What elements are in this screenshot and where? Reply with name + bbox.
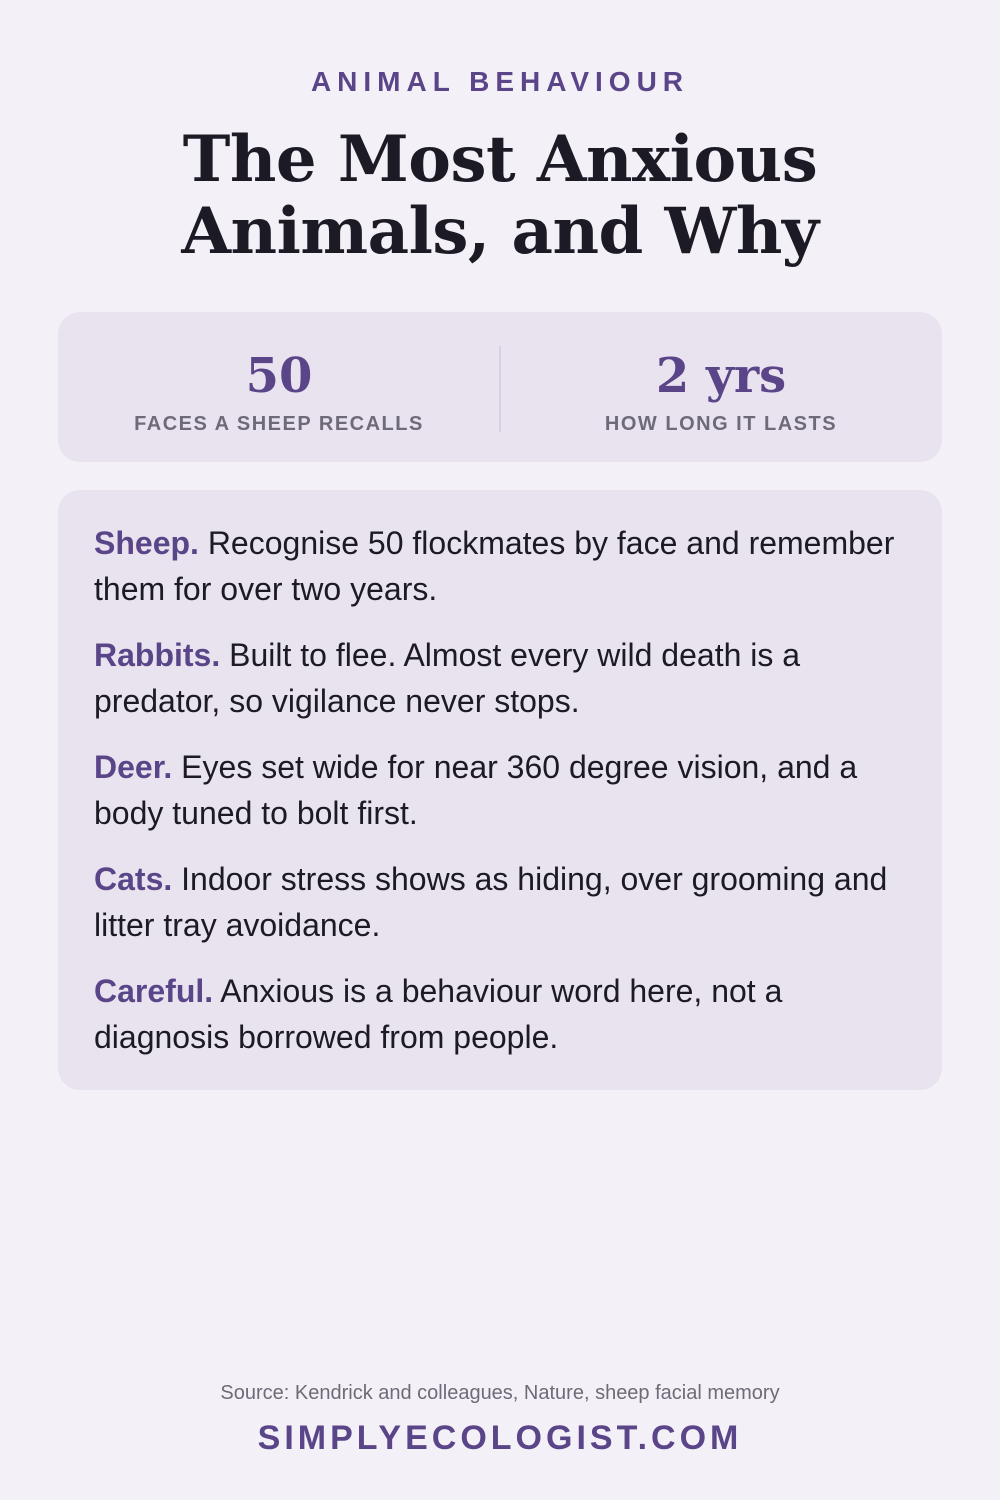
- fact-term: Cats.: [94, 861, 173, 897]
- stat-label: FACES A SHEEP RECALLS: [134, 413, 424, 435]
- source-note: Source: Kendrick and colleagues, Nature, sheep facial memory: [220, 1382, 780, 1404]
- fact-deer: [94, 744, 914, 836]
- site-url: SIMPLYECOLOGIST.COM: [257, 1419, 743, 1457]
- fact-cats: [94, 856, 914, 948]
- fact-text: Indoor stress shows as hiding, over grooming and litter tray avoidance.: [94, 861, 888, 943]
- stat-label: HOW LONG IT LASTS: [604, 413, 838, 435]
- stats-card: [58, 312, 942, 462]
- stat-duration: [500, 312, 942, 462]
- fact-text: Recognise 50 flockmates by face and remember them for over two years.: [94, 525, 895, 607]
- fact-rabbits: [94, 632, 914, 724]
- title-line-2: Animals, and Why: [181, 194, 819, 269]
- stat-faces: [58, 312, 500, 462]
- fact-term: Careful.: [94, 973, 214, 1009]
- fact-text: Anxious is a behaviour word here, not a diagnosis borrowed from people.: [94, 973, 783, 1055]
- fact-careful: [94, 968, 914, 1060]
- fact-text: Eyes set wide for near 360 degree vision, and a body tuned to bolt first.: [94, 749, 858, 831]
- stat-value: 2 yrs: [655, 348, 787, 404]
- fact-term: Deer.: [94, 749, 173, 785]
- page-title: [0, 124, 1000, 268]
- eyebrow-label: ANIMAL BEHAVIOUR: [310, 66, 690, 97]
- stat-value: 50: [245, 348, 313, 404]
- facts-card: [58, 490, 942, 1090]
- fact-text: Built to flee. Almost every wild death is a predator, so vigilance never stops.: [94, 637, 801, 719]
- fact-term: Rabbits.: [94, 637, 221, 673]
- title-line-1: The Most Anxious: [182, 122, 818, 197]
- fact-term: Sheep.: [94, 525, 199, 561]
- fact-sheep: [94, 520, 914, 612]
